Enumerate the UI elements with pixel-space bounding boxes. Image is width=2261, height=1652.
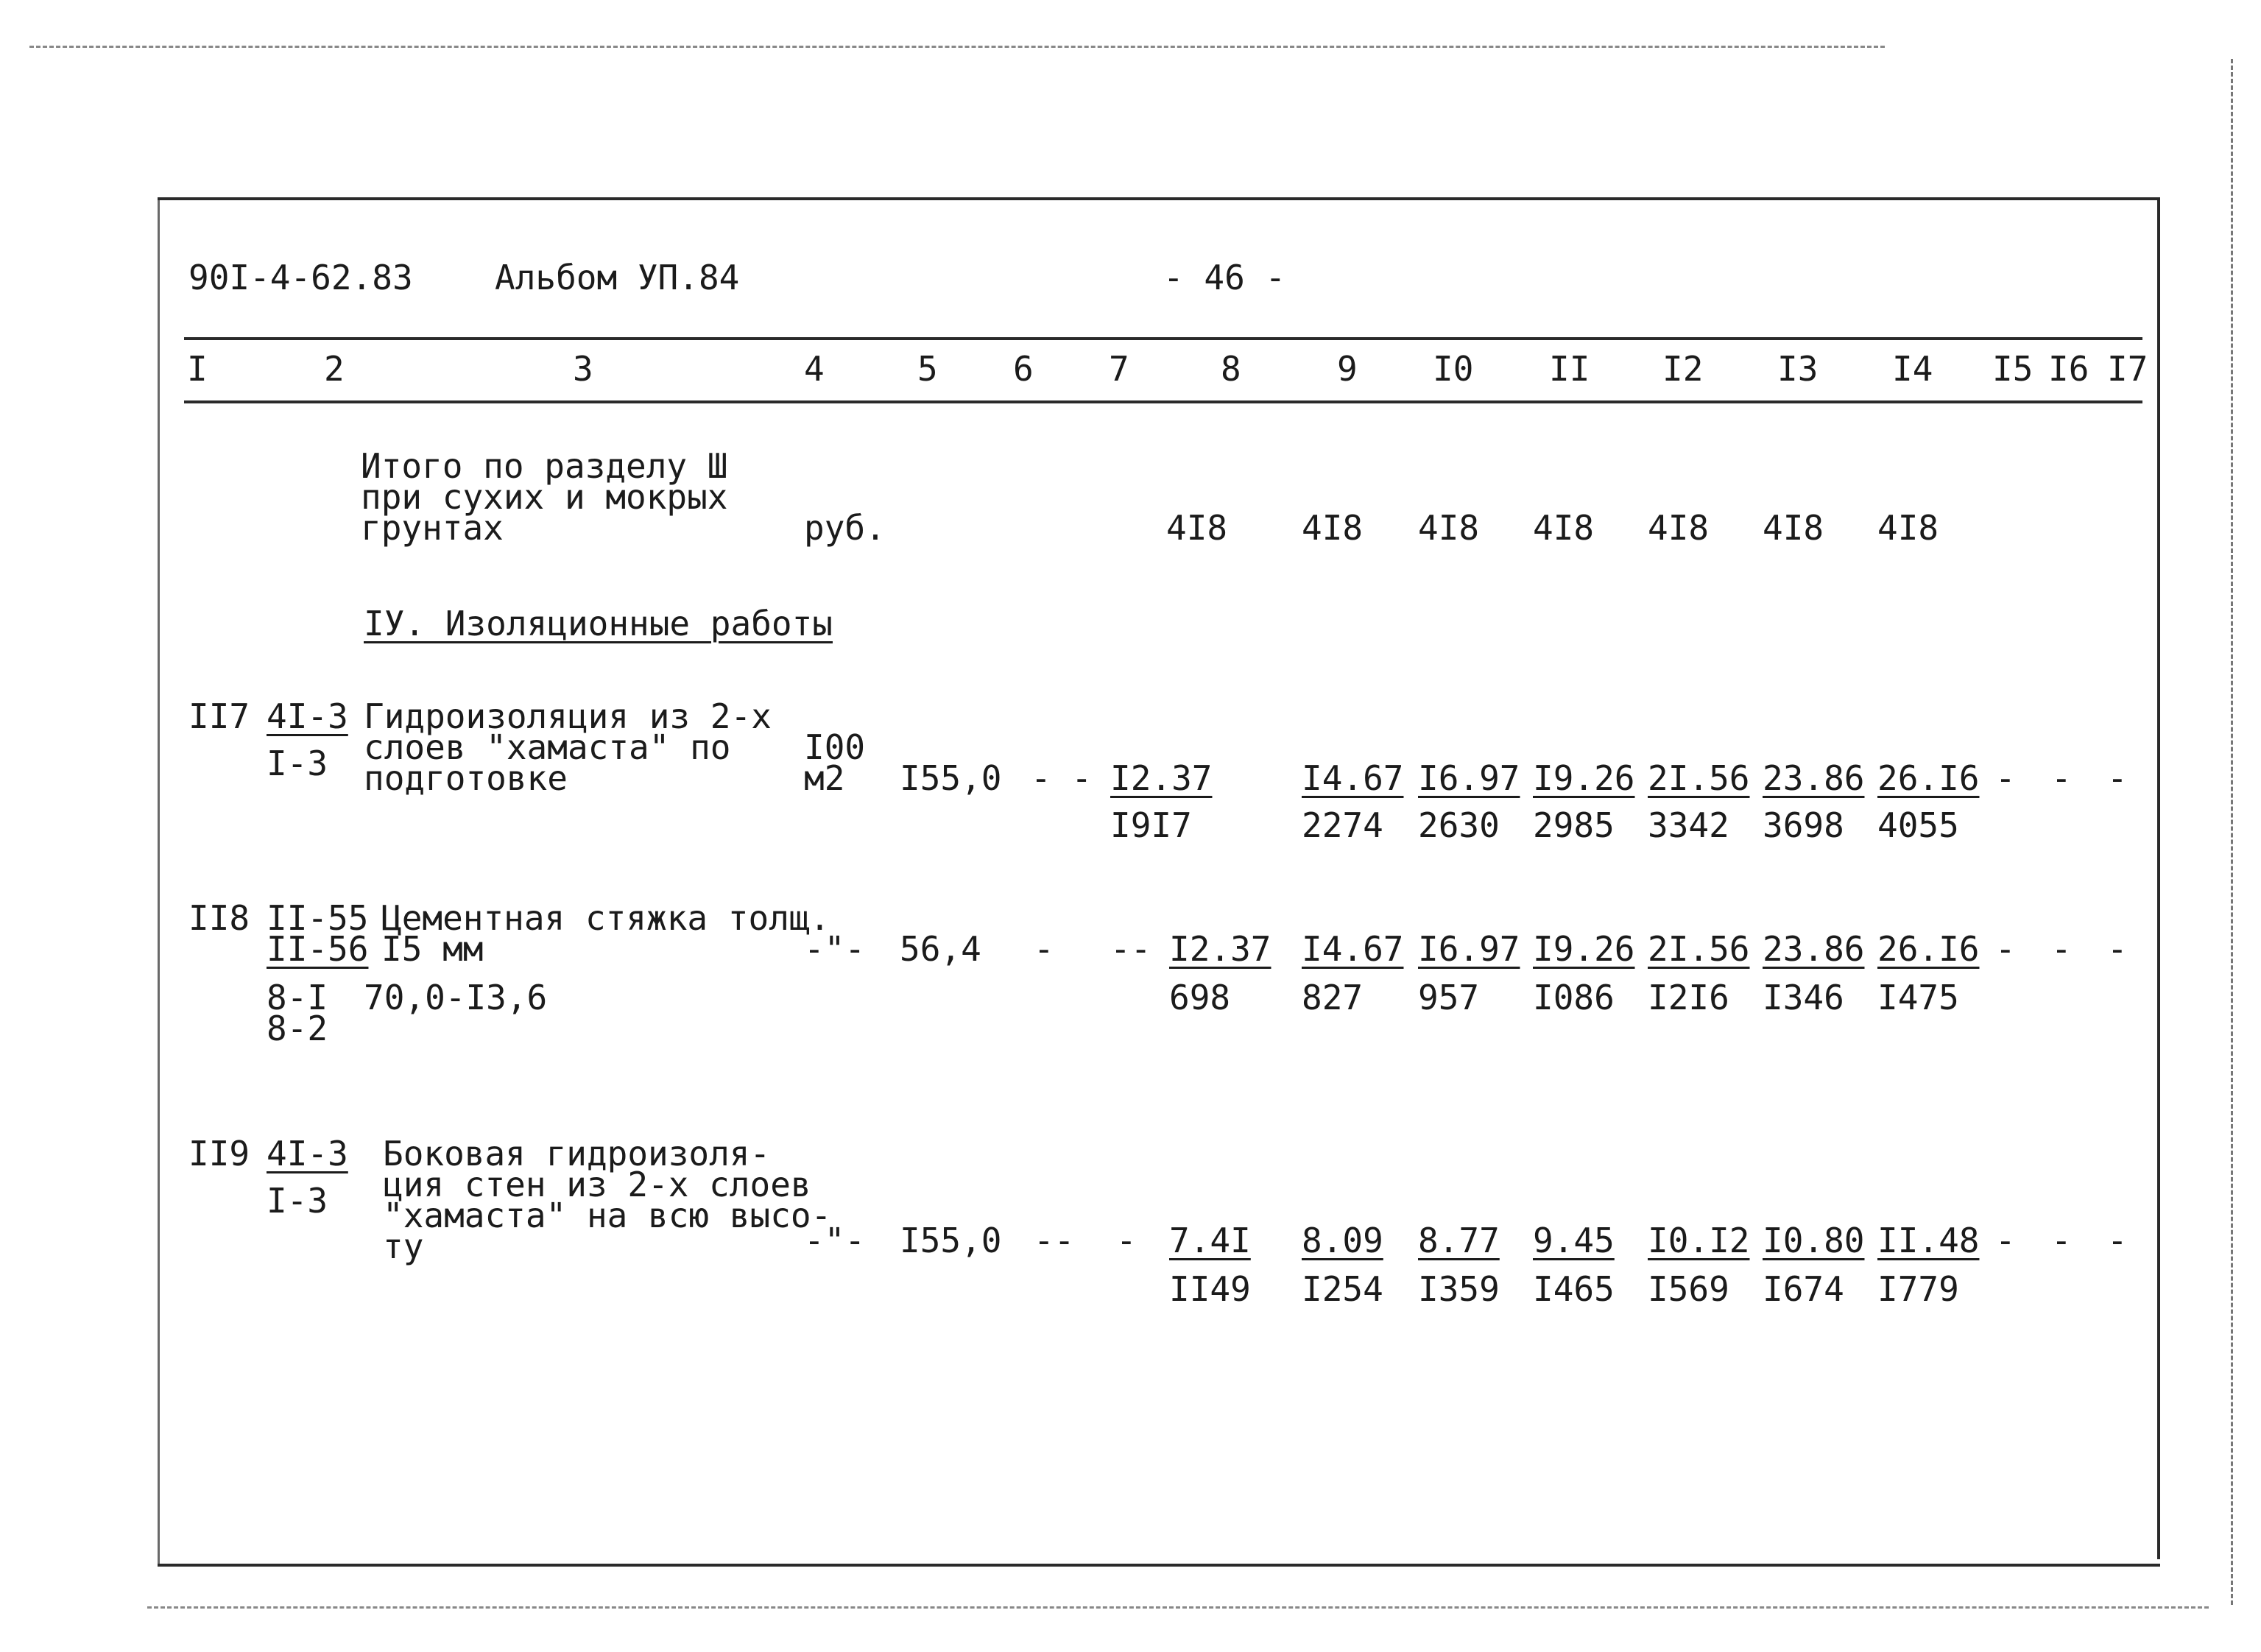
col-header-6: 6 [1013, 349, 1034, 389]
frame-left [158, 197, 160, 1567]
total-cost: I674 [1763, 1269, 1844, 1309]
quantity: I55,0 [900, 758, 1002, 798]
total-label-line1: Итого по разделу Ш [361, 446, 728, 486]
total-cost: 2630 [1418, 805, 1500, 845]
total-value: 4I8 [1302, 508, 1364, 548]
unit-cost: 8.77 [1418, 1221, 1500, 1260]
unit-cost: 8.09 [1302, 1221, 1383, 1260]
work-name-extra: 70,0-I3,6 [364, 978, 548, 1017]
total-label-line3: грунтах [361, 508, 504, 548]
unit-cost: 26.I6 [1877, 929, 1980, 969]
col-header-15: I5 [1992, 349, 2034, 389]
col-header-11: II [1549, 349, 1590, 389]
tail-dash: - [2051, 929, 2072, 969]
col7-value: - [1116, 1221, 1137, 1260]
col-header-7: 7 [1109, 349, 1129, 389]
unit-cost: I4.67 [1302, 929, 1404, 969]
unit-cost: 7.4I [1169, 1221, 1251, 1260]
total-value: 4I8 [1166, 508, 1228, 548]
column-header-bottom-rule [184, 400, 2142, 403]
norm-code-extra: 8-I [267, 978, 328, 1017]
work-name-line: Боковая гидроизоля- [383, 1134, 771, 1173]
frame-bottom [158, 1564, 2160, 1567]
right-scan-edge [2231, 59, 2233, 1605]
norm-code: 4I-3 [267, 1134, 348, 1173]
tail-dash: - [2051, 1221, 2072, 1260]
total-value: 4I8 [1648, 508, 1710, 548]
col-header-5: 5 [917, 349, 938, 389]
unit-cost: I6.97 [1418, 758, 1520, 798]
work-name-line: I5 мм [381, 929, 484, 969]
total-unit: руб. [804, 508, 886, 548]
tail-dash: - [1995, 929, 2016, 969]
col-header-3: 3 [573, 349, 593, 389]
total-cost: I359 [1418, 1269, 1500, 1309]
unit-cost: 2I.56 [1648, 929, 1750, 969]
tail-dash: - [2107, 1221, 2128, 1260]
unit-ditto: -"- [804, 929, 866, 969]
col-header-4: 4 [804, 349, 825, 389]
total-value: 4I8 [1418, 508, 1480, 548]
total-cost: 957 [1418, 978, 1480, 1017]
row-number: II9 [188, 1134, 250, 1173]
total-cost: 3698 [1763, 805, 1844, 845]
col-header-9: 9 [1337, 349, 1358, 389]
total-cost: I779 [1877, 1269, 1959, 1309]
unit-cost: 9.45 [1533, 1221, 1615, 1260]
total-cost: 2274 [1302, 805, 1383, 845]
total-value: 4I8 [1763, 508, 1824, 548]
total-cost: I465 [1533, 1269, 1615, 1309]
unit-cost: I6.97 [1418, 929, 1520, 969]
col-header-2: 2 [324, 349, 345, 389]
unit-cost: II.48 [1877, 1221, 1980, 1260]
norm-code-sub: I-3 [267, 1181, 328, 1221]
col-header-13: I3 [1777, 349, 1819, 389]
work-name-line: ция стен из 2-х слоев [383, 1165, 811, 1204]
frame-top [158, 197, 2160, 200]
quantity: 56,4 [900, 929, 981, 969]
col-header-8: 8 [1221, 349, 1241, 389]
unit-cost: I2.37 [1110, 758, 1213, 798]
total-cost: 827 [1302, 978, 1364, 1017]
tail-dash: - [1995, 1221, 2016, 1260]
unit-bottom: м2 [804, 758, 845, 798]
col-header-10: I0 [1433, 349, 1474, 389]
total-cost: I475 [1877, 978, 1959, 1017]
total-cost: II49 [1169, 1269, 1251, 1309]
col7-value: -- [1110, 929, 1151, 969]
unit-cost: I9.26 [1533, 929, 1635, 969]
work-name-line: подготовке [364, 758, 568, 798]
total-cost: 698 [1169, 978, 1231, 1017]
tail-dash: - [2107, 929, 2128, 969]
norm-code-extra: 8-2 [267, 1009, 328, 1048]
norm-code: II-55 [267, 898, 369, 938]
col6-value: - [1034, 929, 1054, 969]
unit-cost: 23.86 [1763, 758, 1865, 798]
unit-cost: I9.26 [1533, 758, 1635, 798]
tail-dash: - [1995, 758, 2016, 798]
unit-cost: I0.I2 [1648, 1221, 1750, 1260]
unit-top: I00 [804, 727, 866, 767]
norm-code-sub: II-56 [267, 929, 369, 969]
tail-dash: - [2051, 758, 2072, 798]
column-header-top-rule [184, 337, 2142, 340]
section-title: IУ. Изоляционные работы [364, 604, 833, 643]
work-name-line: слоев "хамаста" по [364, 727, 731, 767]
col-header-17: I7 [2107, 349, 2148, 389]
total-value: 4I8 [1533, 508, 1595, 548]
unit-cost: I4.67 [1302, 758, 1404, 798]
quantity: I55,0 [900, 1221, 1002, 1260]
work-name-line: Цементная стяжка толщ. [381, 898, 830, 938]
unit-cost: 2I.56 [1648, 758, 1750, 798]
total-cost: 3342 [1648, 805, 1729, 845]
unit-cost: I2.37 [1169, 929, 1271, 969]
col-header-14: I4 [1892, 349, 1933, 389]
col-header-12: I2 [1662, 349, 1704, 389]
total-cost: I346 [1763, 978, 1844, 1017]
col6-value: - - [1031, 758, 1093, 798]
document-code: 90I-4-62.83 [188, 258, 413, 297]
total-value: 4I8 [1877, 508, 1939, 548]
total-cost: I086 [1533, 978, 1615, 1017]
work-name-line: Гидроизоляция из 2-х [364, 696, 772, 736]
work-name-line: "хамаста" на всю высо- [383, 1196, 832, 1235]
col-header-16: I6 [2048, 349, 2089, 389]
tail-dash: - [2107, 758, 2128, 798]
total-cost: I569 [1648, 1269, 1729, 1309]
bottom-scan-edge [147, 1606, 2209, 1609]
unit-ditto: -"- [804, 1221, 866, 1260]
page-number: - 46 - [1163, 258, 1286, 297]
row-number: II8 [188, 898, 250, 938]
col6-value: -- [1034, 1221, 1075, 1260]
album-label: Альбом УП.84 [495, 258, 740, 297]
total-cost: 4055 [1877, 805, 1959, 845]
col-header-1: I [187, 349, 208, 389]
norm-code-sub: I-3 [267, 744, 328, 783]
total-cost: I2I6 [1648, 978, 1729, 1017]
work-name-line: ту [383, 1226, 424, 1266]
unit-cost: I0.80 [1763, 1221, 1865, 1260]
row-number: II7 [188, 696, 250, 736]
total-cost: I254 [1302, 1269, 1383, 1309]
unit-cost: 23.86 [1763, 929, 1865, 969]
total-cost: 2985 [1533, 805, 1615, 845]
norm-code: 4I-3 [267, 696, 348, 736]
total-cost: I9I7 [1110, 805, 1192, 845]
frame-right [2157, 197, 2160, 1559]
top-scan-edge [29, 46, 1885, 48]
unit-cost: 26.I6 [1877, 758, 1980, 798]
total-label-line2: при сухих и мокрых [361, 477, 728, 517]
